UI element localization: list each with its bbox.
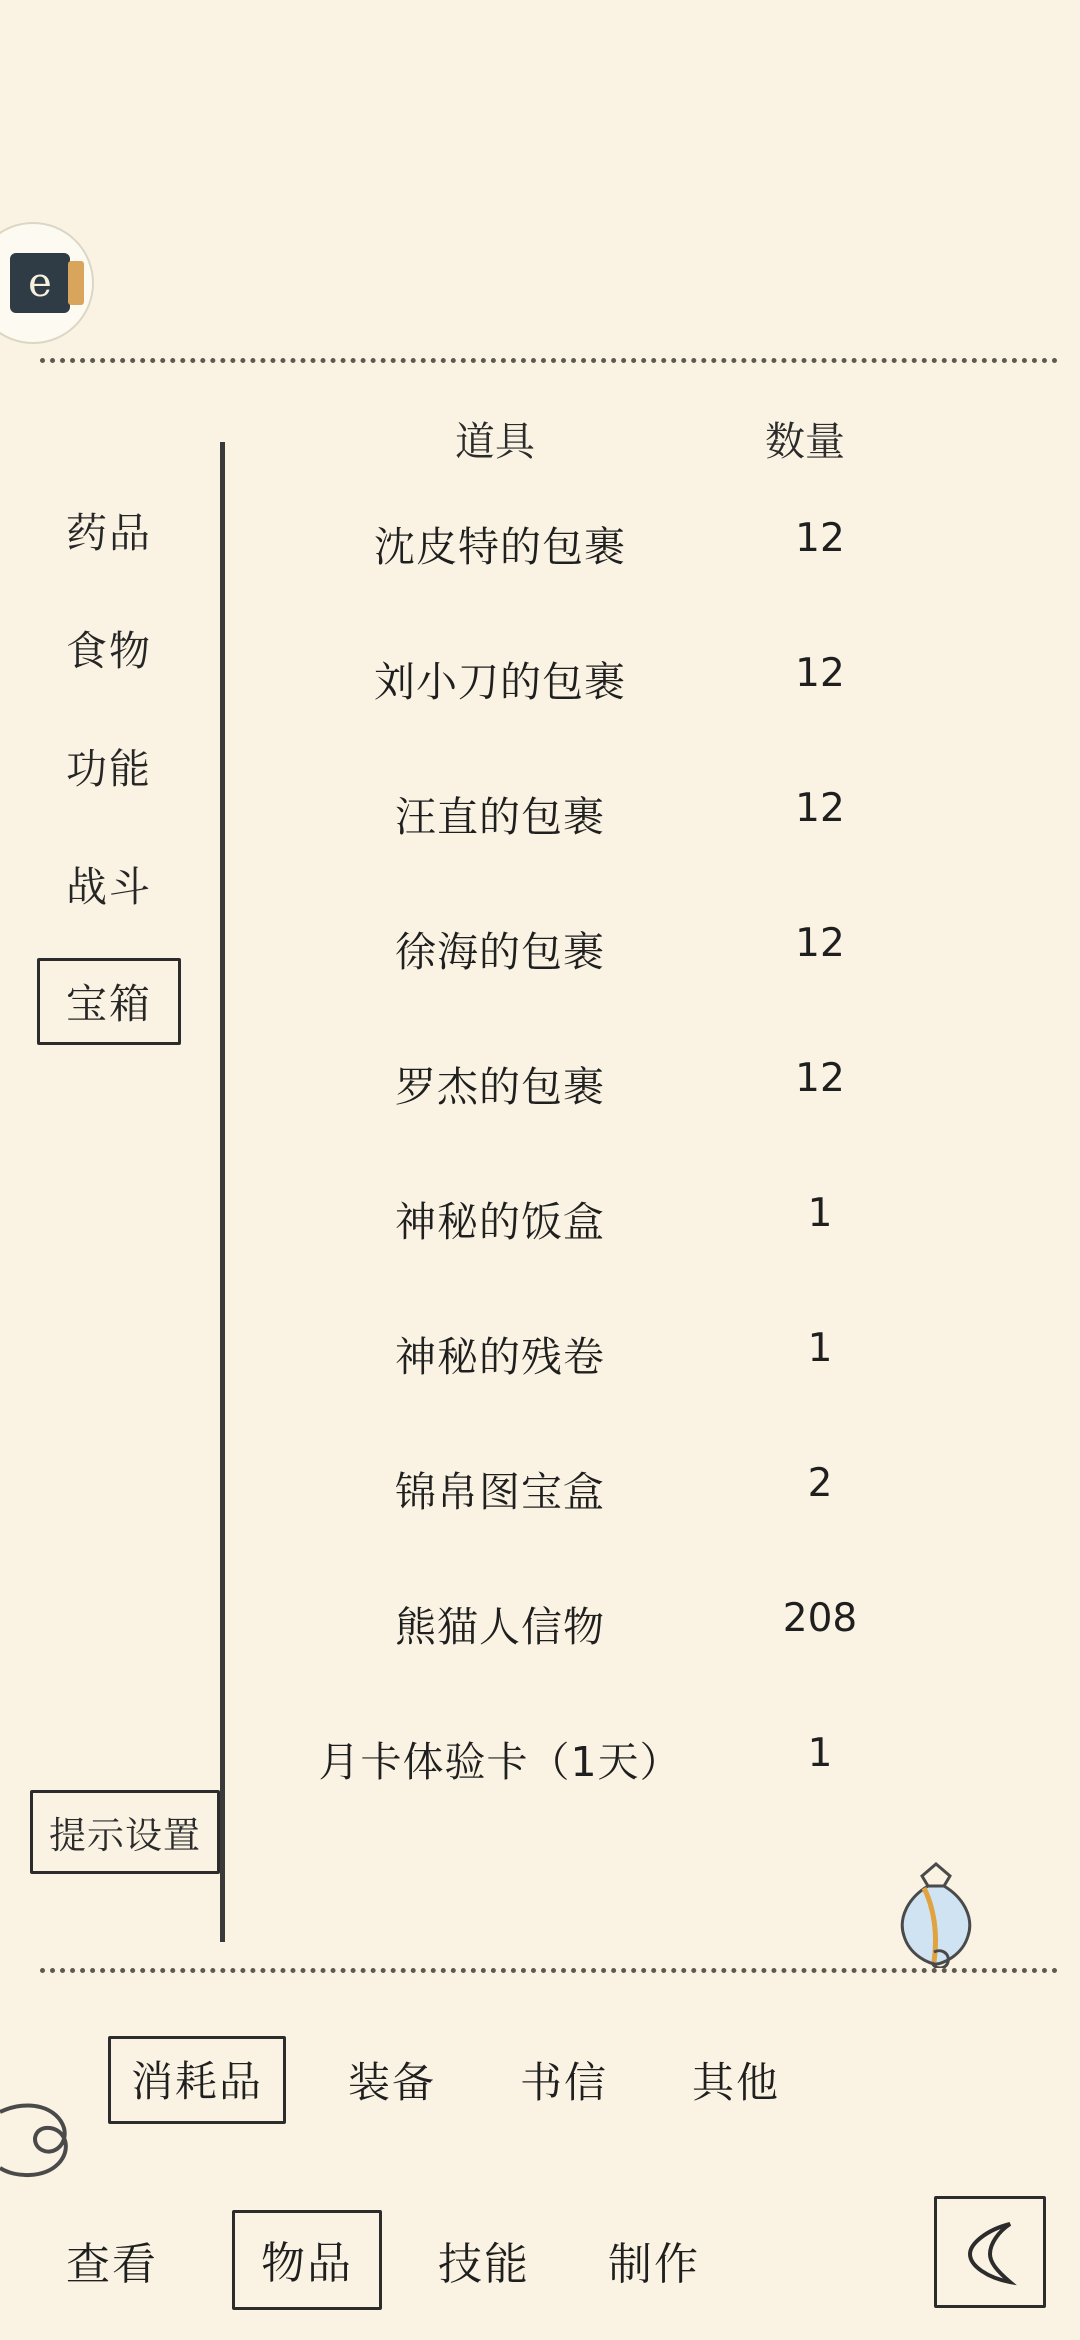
sidebar-item-label: 药品 bbox=[66, 508, 152, 557]
tab-letters[interactable] bbox=[514, 2040, 614, 2120]
sidebar-item-label: 食物 bbox=[66, 626, 152, 675]
column-header-count: 数量 bbox=[765, 419, 845, 465]
table-row[interactable] bbox=[240, 492, 1080, 627]
nav-item-label: 物品 bbox=[261, 2238, 353, 2289]
item-name: 神秘的饭盒 bbox=[395, 1198, 605, 1246]
item-name: 沈皮特的包裹 bbox=[374, 523, 626, 571]
table-row[interactable] bbox=[240, 1437, 1080, 1572]
item-name: 熊猫人信物 bbox=[395, 1603, 605, 1651]
app-logo-icon[interactable] bbox=[0, 222, 94, 344]
table-row[interactable] bbox=[240, 1167, 1080, 1302]
table-row[interactable] bbox=[240, 627, 1080, 762]
tab-label: 其他 bbox=[692, 2058, 781, 2107]
item-count: 12 bbox=[795, 516, 845, 561]
tab-equipment[interactable] bbox=[342, 2040, 442, 2120]
item-count: 1 bbox=[807, 1731, 833, 1776]
item-name: 汪直的包裹 bbox=[395, 793, 605, 841]
sidebar-item-label: 战斗 bbox=[66, 862, 152, 911]
tab-label: 装备 bbox=[348, 2058, 437, 2107]
nav-item-label: 技能 bbox=[438, 2239, 530, 2290]
vertical-divider bbox=[220, 442, 225, 1942]
app-logo-glyph: e bbox=[10, 253, 70, 313]
category-rail bbox=[0, 470, 218, 1060]
item-name: 神秘的残卷 bbox=[395, 1333, 605, 1381]
bottom-nav bbox=[0, 2180, 1080, 2340]
sidebar-item-treasure-chest[interactable] bbox=[0, 942, 218, 1060]
item-count: 12 bbox=[795, 921, 845, 966]
nav-item-craft[interactable] bbox=[604, 2216, 704, 2304]
item-name: 徐海的包裹 bbox=[395, 928, 605, 976]
item-count: 208 bbox=[782, 1596, 858, 1641]
sidebar-item-battle[interactable] bbox=[0, 824, 218, 942]
table-row[interactable] bbox=[240, 1032, 1080, 1167]
item-count: 1 bbox=[807, 1191, 833, 1236]
item-list bbox=[240, 492, 1080, 1842]
item-count: 12 bbox=[795, 651, 845, 696]
table-row[interactable] bbox=[240, 762, 1080, 897]
column-header-item: 道具 bbox=[455, 419, 535, 465]
tab-consumables[interactable] bbox=[108, 2036, 286, 2124]
item-type-tabs bbox=[0, 2020, 1080, 2140]
nav-item-label: 制作 bbox=[608, 2239, 700, 2290]
item-count: 12 bbox=[795, 1056, 845, 1101]
hint-settings-button[interactable] bbox=[30, 1790, 220, 1874]
nav-item-skills[interactable] bbox=[434, 2216, 534, 2304]
table-row[interactable] bbox=[240, 1572, 1080, 1707]
item-name: 月卡体验卡（1天） bbox=[318, 1738, 682, 1786]
table-row[interactable] bbox=[240, 1707, 1080, 1842]
item-count: 2 bbox=[807, 1461, 833, 1506]
tab-other[interactable] bbox=[686, 2040, 786, 2120]
nav-item-label: 查看 bbox=[66, 2239, 158, 2290]
table-row[interactable] bbox=[240, 897, 1080, 1032]
money-pouch-icon[interactable] bbox=[890, 1860, 982, 1968]
sidebar-item-label: 功能 bbox=[66, 744, 152, 793]
item-name: 罗杰的包裹 bbox=[395, 1063, 605, 1111]
sidebar-item-medicine[interactable] bbox=[0, 470, 218, 588]
divider-bottom bbox=[40, 1968, 1058, 1973]
sidebar-item-function[interactable] bbox=[0, 706, 218, 824]
item-count: 12 bbox=[795, 786, 845, 831]
table-header bbox=[240, 410, 1080, 480]
item-count: 1 bbox=[807, 1326, 833, 1371]
tab-label: 消耗品 bbox=[131, 2057, 264, 2106]
divider-top bbox=[40, 358, 1058, 363]
item-name: 刘小刀的包裹 bbox=[374, 658, 626, 706]
sidebar-item-food[interactable] bbox=[0, 588, 218, 706]
sidebar-item-label: 宝箱 bbox=[37, 958, 181, 1045]
table-row[interactable] bbox=[240, 1302, 1080, 1437]
back-arrow-icon[interactable] bbox=[934, 2196, 1046, 2308]
item-name: 锦帛图宝盒 bbox=[395, 1468, 605, 1516]
nav-item-items[interactable] bbox=[232, 2210, 382, 2310]
tab-label: 书信 bbox=[520, 2058, 609, 2107]
nav-item-view[interactable] bbox=[62, 2216, 162, 2304]
hint-settings-label: 提示设置 bbox=[49, 1814, 201, 1857]
